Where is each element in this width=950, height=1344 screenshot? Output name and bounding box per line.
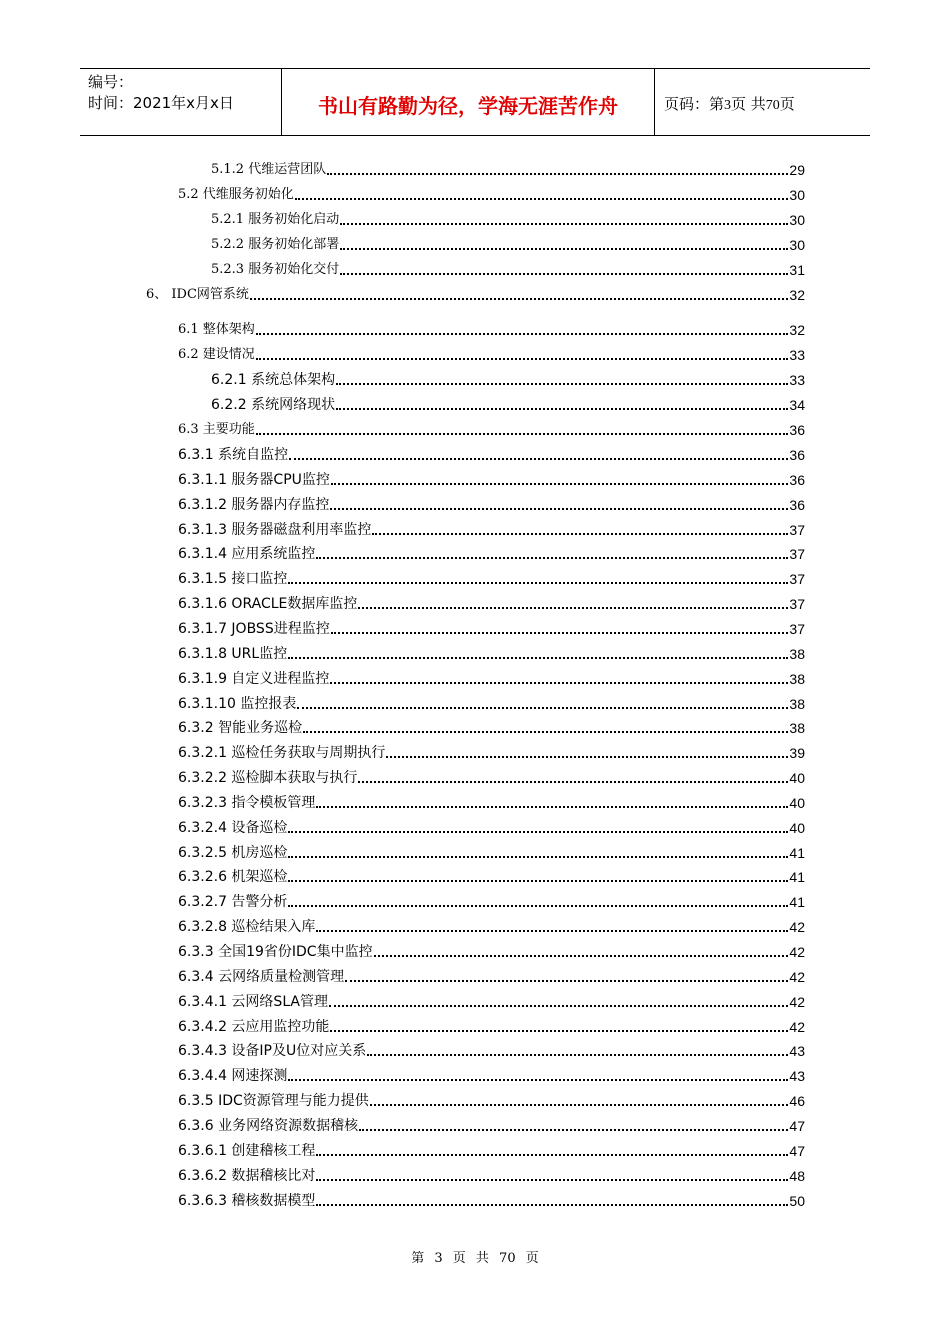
toc-entry-page: 42 bbox=[789, 968, 805, 985]
page-current: 3 bbox=[724, 98, 732, 113]
toc-entry-title: 6.3.1.10 监控报表 bbox=[178, 695, 297, 712]
toc-leader-dots bbox=[372, 533, 788, 535]
page-prefix: 页码：第 bbox=[664, 95, 725, 113]
toc-leader-dots bbox=[340, 273, 788, 275]
toc-entry[interactable] bbox=[0, 939, 805, 961]
page-total: 70 bbox=[765, 98, 780, 113]
toc-leader-dots bbox=[370, 1104, 789, 1106]
toc-entry-page: 37 bbox=[789, 521, 805, 538]
toc-entry[interactable] bbox=[0, 232, 805, 254]
toc-entry-page: 41 bbox=[789, 894, 805, 911]
toc-entry-page: 29 bbox=[789, 162, 805, 178]
toc-entry-title: 6.3.1.3 服务器磁盘利用率监控 bbox=[178, 521, 372, 538]
toc-entry[interactable] bbox=[0, 417, 805, 439]
toc-leader-dots bbox=[367, 1054, 788, 1056]
header-info bbox=[88, 72, 234, 114]
toc-entry-page: 33 bbox=[789, 347, 805, 363]
number-label: 编号： bbox=[88, 73, 134, 91]
toc-entry[interactable] bbox=[0, 1113, 805, 1135]
toc-entry-title: 6.3.2.5 机房巡检 bbox=[178, 844, 288, 861]
page-header bbox=[80, 68, 870, 136]
toc-entry-title: 5.2 代维服务初始化 bbox=[178, 187, 294, 202]
toc-leader-dots bbox=[358, 781, 788, 783]
toc-entry-page: 37 bbox=[789, 596, 805, 613]
toc-leader-dots bbox=[316, 1179, 788, 1181]
toc-leader-dots bbox=[256, 433, 789, 435]
toc-leader-dots bbox=[358, 607, 788, 609]
toc-entry-page: 31 bbox=[789, 262, 805, 278]
toc-entry[interactable] bbox=[0, 765, 805, 787]
toc-entry-page: 50 bbox=[789, 1192, 805, 1209]
toc-entry-title: 6.3.1.4 应用系统监控 bbox=[178, 546, 316, 563]
toc-entry-page: 47 bbox=[789, 1117, 805, 1134]
toc-entry-title: 6.3.4.4 网速探测 bbox=[178, 1068, 288, 1085]
toc-leader-dots bbox=[316, 1154, 788, 1156]
toc-entry[interactable] bbox=[0, 282, 805, 304]
toc-entry[interactable] bbox=[0, 367, 805, 389]
toc-entry-page: 30 bbox=[789, 237, 805, 253]
toc-entry-title: 6.3.4.2 云应用监控功能 bbox=[178, 1018, 330, 1035]
toc-entry-title: 6.3.6.2 数据稽核比对 bbox=[178, 1167, 316, 1184]
toc-entry-title: 6.2.1 系统总体架构 bbox=[211, 372, 336, 388]
toc-entry-title: 5.1.2 代维运营团队 bbox=[211, 162, 327, 177]
toc-entry-page: 42 bbox=[789, 993, 805, 1010]
toc-entry-title: 6.3.2.3 指令模板管理 bbox=[178, 794, 316, 811]
toc-leader-dots bbox=[329, 1005, 788, 1007]
toc-entry[interactable] bbox=[0, 342, 805, 364]
toc-entry-page: 37 bbox=[789, 546, 805, 563]
header-motto: 书山有路勤为径，学海无涯苦作舟 bbox=[318, 94, 618, 118]
toc-leader-dots bbox=[295, 198, 789, 200]
toc-entry[interactable] bbox=[0, 257, 805, 279]
time-label: 时间：2021年x月x日 bbox=[88, 94, 234, 112]
toc-entry-title: 6.3.1.1 服务器CPU监控 bbox=[178, 471, 330, 488]
toc-leader-dots bbox=[250, 298, 789, 300]
toc-entry-title: 6、 IDC网管系统 bbox=[146, 287, 249, 302]
toc-entry[interactable] bbox=[0, 1014, 805, 1036]
toc-leader-dots bbox=[345, 980, 788, 982]
toc-leader-dots bbox=[303, 731, 788, 733]
toc-entry-page: 40 bbox=[789, 819, 805, 836]
toc-entry-title: 6.3.6 业务网络资源数据稽核 bbox=[178, 1117, 359, 1134]
toc-leader-dots bbox=[330, 1030, 788, 1032]
toc-entry-title: 6.3.4 云网络质量检测管理 bbox=[178, 968, 345, 985]
toc-entry[interactable] bbox=[0, 914, 805, 936]
toc-leader-dots bbox=[327, 173, 788, 175]
toc-leader-dots bbox=[288, 582, 788, 584]
page-mid: 页 共 bbox=[731, 95, 766, 113]
toc-entry-title: 6.3.1.6 ORACLE数据库监控 bbox=[178, 596, 358, 613]
toc-leader-dots bbox=[340, 248, 788, 250]
toc-entry-page: 30 bbox=[789, 212, 805, 228]
toc-leader-dots bbox=[297, 707, 788, 709]
toc-entry-title: 6.3.5 IDC资源管理与能力提供 bbox=[178, 1093, 369, 1110]
toc-entry[interactable] bbox=[0, 964, 805, 986]
toc-leader-dots bbox=[288, 657, 788, 659]
toc-entry-title: 6.3.2.4 设备巡检 bbox=[178, 819, 288, 836]
toc-leader-dots bbox=[316, 557, 788, 559]
toc-entry-title: 6.2 建设情况 bbox=[178, 347, 255, 362]
toc-leader-dots bbox=[288, 905, 788, 907]
toc-leader-dots bbox=[316, 1204, 788, 1206]
toc-entry[interactable] bbox=[0, 815, 805, 837]
toc-entry-page: 32 bbox=[789, 322, 805, 338]
toc-entry-title: 5.2.3 服务初始化交付 bbox=[211, 262, 340, 277]
toc-entry-title: 6.3.2.8 巡检结果入库 bbox=[178, 919, 316, 936]
toc-entry-title: 6.3.1.2 服务器内存监控 bbox=[178, 496, 330, 513]
toc-entry-page: 30 bbox=[789, 187, 805, 203]
toc-leader-dots bbox=[288, 831, 788, 833]
toc-entry-page: 33 bbox=[789, 372, 805, 388]
header-page-info bbox=[664, 93, 795, 114]
toc-entry-page: 37 bbox=[789, 620, 805, 637]
toc-leader-dots bbox=[288, 1079, 788, 1081]
toc-leader-dots bbox=[330, 508, 788, 510]
toc-entry-title: 6.3.1.8 URL监控 bbox=[178, 645, 288, 662]
toc-entry-title: 6.3.2.2 巡检脚本获取与执行 bbox=[178, 770, 358, 787]
toc-entry[interactable] bbox=[0, 1063, 805, 1085]
toc-entry[interactable] bbox=[0, 641, 805, 663]
toc-leader-dots bbox=[336, 408, 788, 410]
toc-leader-dots bbox=[256, 333, 789, 335]
toc-leader-dots bbox=[331, 632, 789, 634]
toc-entry[interactable] bbox=[0, 591, 805, 613]
toc-entry-page: 42 bbox=[789, 1018, 805, 1035]
toc-entry[interactable] bbox=[0, 715, 805, 737]
toc-leader-dots bbox=[386, 756, 788, 758]
toc-leader-dots bbox=[316, 806, 788, 808]
toc-entry-title: 6.3.6.1 创建稽核工程 bbox=[178, 1142, 316, 1159]
page-footer: 第 3 页 共 70 页 bbox=[411, 1251, 539, 1266]
toc-entry[interactable] bbox=[0, 840, 805, 862]
toc-entry[interactable] bbox=[0, 1088, 805, 1110]
toc-entry-page: 38 bbox=[789, 670, 805, 687]
toc-entry-page: 40 bbox=[789, 794, 805, 811]
toc-entry-page: 36 bbox=[789, 422, 805, 438]
toc-entry[interactable] bbox=[0, 442, 805, 464]
toc-entry-page: 38 bbox=[789, 645, 805, 662]
toc-entry[interactable] bbox=[0, 541, 805, 563]
toc-entry-title: 6.3 主要功能 bbox=[178, 422, 255, 437]
toc-entry-title: 6.3.1.5 接口监控 bbox=[178, 571, 288, 588]
toc-leader-dots bbox=[331, 483, 789, 485]
toc-leader-dots bbox=[316, 930, 788, 932]
toc-entry-page: 37 bbox=[789, 571, 805, 588]
toc-entry-page: 43 bbox=[789, 1068, 805, 1085]
toc-entry[interactable] bbox=[0, 467, 805, 489]
toc-entry-page: 43 bbox=[789, 1043, 805, 1060]
toc-entry[interactable] bbox=[0, 566, 805, 588]
toc-entry-title: 6.3.4.1 云网络SLA管理 bbox=[178, 993, 329, 1010]
toc-entry-page: 48 bbox=[789, 1167, 805, 1184]
toc-entry-page: 41 bbox=[789, 844, 805, 861]
toc-leader-dots bbox=[330, 682, 788, 684]
toc-entry[interactable] bbox=[0, 157, 805, 179]
toc-entry[interactable] bbox=[0, 1138, 805, 1160]
toc-entry[interactable] bbox=[0, 492, 805, 514]
toc-entry[interactable] bbox=[0, 889, 805, 911]
toc-entry-page: 46 bbox=[789, 1093, 805, 1110]
toc-entry-page: 42 bbox=[789, 944, 805, 960]
toc-entry-title: 6.3.6.3 稽核数据模型 bbox=[178, 1192, 316, 1209]
toc-entry[interactable] bbox=[0, 989, 805, 1011]
toc-entry[interactable] bbox=[0, 317, 805, 339]
toc-entry-title: 6.3.2.6 机架巡检 bbox=[178, 869, 288, 886]
toc-entry-title: 6.3.1.7 JOBSS进程监控 bbox=[178, 620, 330, 637]
toc-entry-page: 40 bbox=[789, 770, 805, 787]
toc-entry[interactable] bbox=[0, 616, 805, 638]
toc-entry[interactable] bbox=[0, 691, 805, 713]
toc-entry-title: 5.2.1 服务初始化启动 bbox=[211, 212, 340, 227]
toc-leader-dots bbox=[288, 880, 788, 882]
toc-entry[interactable] bbox=[0, 1163, 805, 1185]
toc-entry[interactable] bbox=[0, 207, 805, 229]
toc-entry-page: 36 bbox=[789, 496, 805, 513]
toc-entry[interactable] bbox=[0, 790, 805, 812]
toc-entry-page: 38 bbox=[789, 720, 805, 737]
toc-leader-dots bbox=[359, 1129, 788, 1131]
toc-entry[interactable] bbox=[0, 517, 805, 539]
toc-leader-dots bbox=[374, 955, 789, 957]
toc-entry-page: 41 bbox=[789, 869, 805, 886]
toc-leader-dots bbox=[289, 458, 788, 460]
toc-entry-title: 6.3.1.9 自定义进程监控 bbox=[178, 670, 330, 687]
toc-entry-title: 6.3.2.1 巡检任务获取与周期执行 bbox=[178, 745, 386, 762]
toc-leader-dots bbox=[336, 383, 788, 385]
toc-leader-dots bbox=[256, 358, 789, 360]
toc-entry[interactable] bbox=[0, 182, 805, 204]
toc-entry[interactable] bbox=[0, 1038, 805, 1060]
header-divider bbox=[654, 69, 655, 135]
toc-entry-title: 6.3.3 全国19省份IDC集中监控 bbox=[178, 944, 373, 960]
toc-entry-title: 6.3.2.7 告警分析 bbox=[178, 894, 288, 911]
toc-entry-page: 32 bbox=[789, 287, 805, 303]
toc-entry[interactable] bbox=[0, 666, 805, 688]
page-suffix: 页 bbox=[779, 95, 795, 113]
toc-leader-dots bbox=[340, 223, 788, 225]
toc-leader-dots bbox=[288, 856, 788, 858]
toc-entry-title: 6.2.2 系统网络现状 bbox=[211, 397, 336, 413]
toc-entry-page: 42 bbox=[789, 919, 805, 936]
toc-entry[interactable] bbox=[0, 1188, 805, 1210]
toc-entry-title: 6.3.1 系统自监控 bbox=[178, 447, 289, 463]
toc-entry-page: 36 bbox=[789, 471, 805, 488]
toc-entry[interactable] bbox=[0, 864, 805, 886]
toc-entry[interactable] bbox=[0, 740, 805, 762]
toc-entry-page: 39 bbox=[789, 745, 805, 762]
toc-entry-page: 38 bbox=[789, 695, 805, 712]
toc-entry[interactable] bbox=[0, 392, 805, 414]
toc-entry-page: 47 bbox=[789, 1142, 805, 1159]
toc-entry-page: 36 bbox=[789, 447, 805, 463]
toc-entry-title: 6.1 整体架构 bbox=[178, 322, 255, 337]
toc-entry-title: 6.3.2 智能业务巡检 bbox=[178, 720, 303, 737]
toc-entry-title: 5.2.2 服务初始化部署 bbox=[211, 237, 340, 252]
toc-entry-title: 6.3.4.3 设备IP及U位对应关系 bbox=[178, 1043, 367, 1060]
toc-entry-page: 34 bbox=[789, 397, 805, 413]
